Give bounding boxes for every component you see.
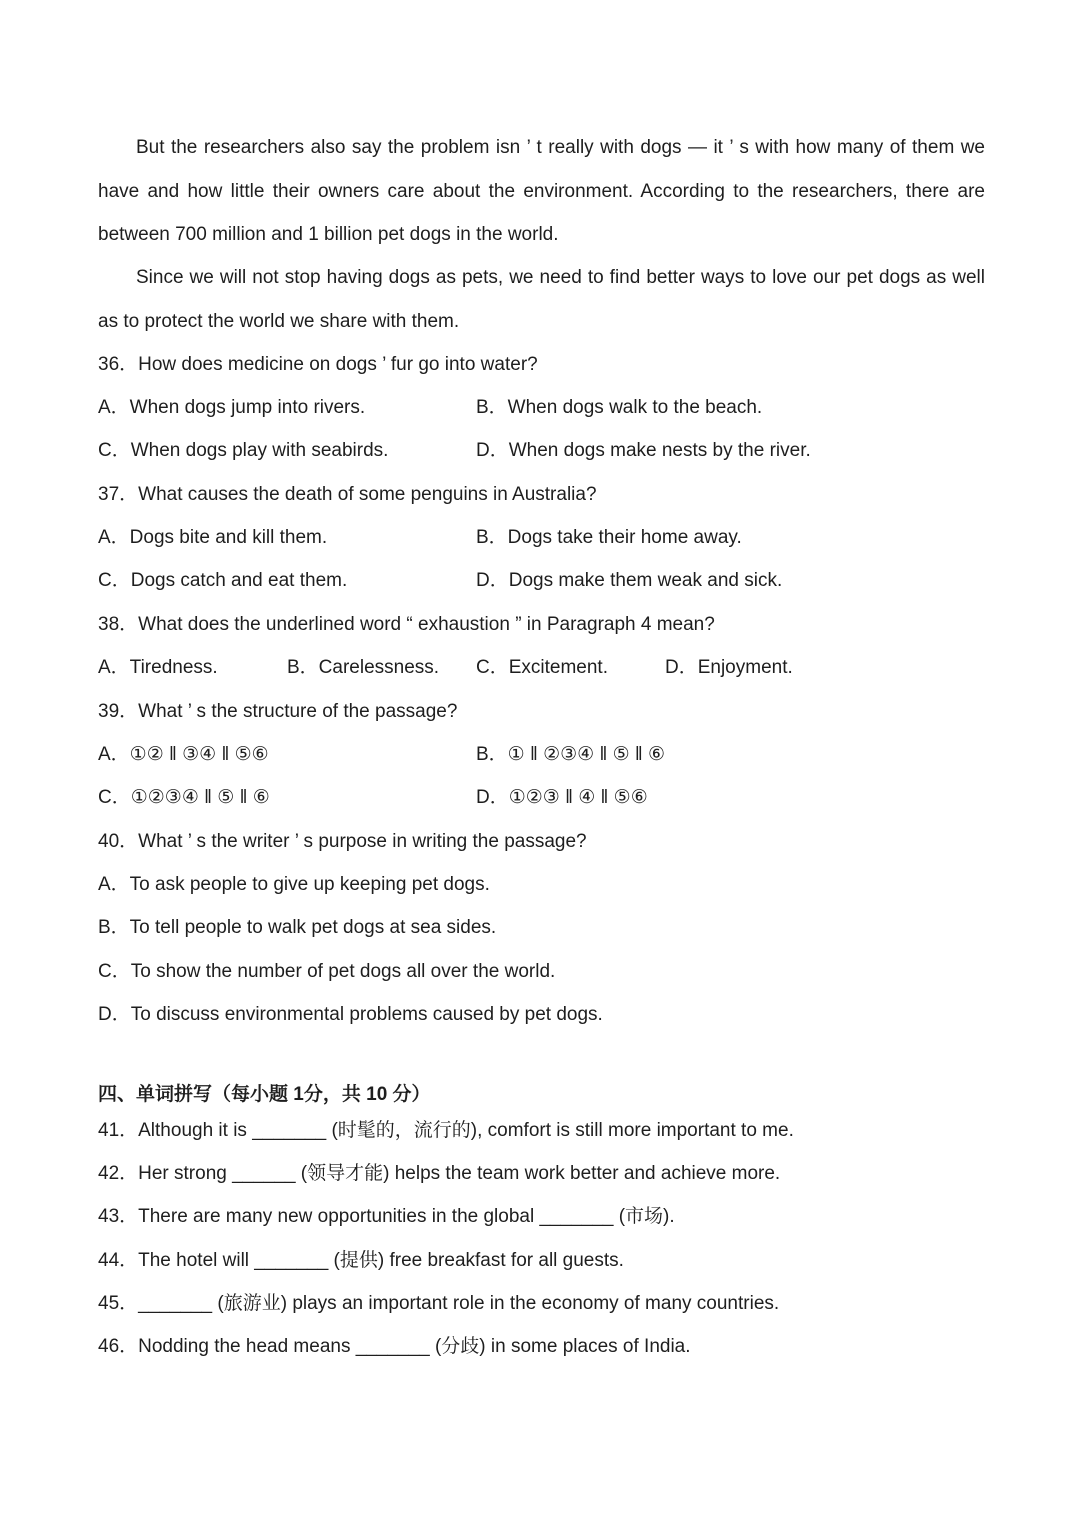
section-4-heading: 四、单词拼写（每小题 1分，共 10 分） xyxy=(98,1084,431,1105)
passage-paragraph-1: But the researchers also say the problem isn ’ t really with dogs — it ’ s with how many of them we have and how little their owners care about the environment. According to the researchers, there are between 700 million and 1 billion pet dogs in the world. xyxy=(98,137,985,245)
question-40-option-a: A．To ask people to give up keeping pet dogs. xyxy=(98,874,490,895)
question-38-option-a: A．Tiredness. xyxy=(98,657,218,678)
question-38-option-c: C．Excitement. xyxy=(476,657,608,678)
question-40-option-d: D．To discuss environmental problems caused by pet dogs. xyxy=(98,1004,603,1025)
spelling-item-46: 46．Nodding the head means _______ (分歧) in some places of India. xyxy=(98,1336,691,1357)
question-37-option-c: C．Dogs catch and eat them. xyxy=(98,570,348,591)
question-36-option-a: A．When dogs jump into rivers. xyxy=(98,397,366,418)
question-37-option-a: A．Dogs bite and kill them. xyxy=(98,527,328,548)
question-40-option-c: C．To show the number of pet dogs all over the world. xyxy=(98,961,556,982)
question-38-option-d: D．Enjoyment. xyxy=(665,657,793,678)
spelling-item-41: 41．Although it is _______ (时髦的，流行的), comfort is still more important to me. xyxy=(98,1120,794,1141)
question-39-option-d: D．①②③ ‖ ④ ‖ ⑤⑥ xyxy=(476,787,648,808)
question-36-option-b: B．When dogs walk to the beach. xyxy=(476,397,763,418)
question-38-option-b: B．Carelessness. xyxy=(287,657,440,678)
spelling-item-45: 45．_______ (旅游业) plays an important role in the economy of many countries. xyxy=(98,1293,780,1314)
passage-paragraph-2: Since we will not stop having dogs as pets, we need to find better ways to love our pet dogs as well as to protect the world we share with them. xyxy=(98,267,985,332)
question-36-stem: 36．How does medicine on dogs ’ fur go into water? xyxy=(98,354,538,375)
question-40-option-b: B．To tell people to walk pet dogs at sea sides. xyxy=(98,917,497,938)
spelling-item-43: 43．There are many new opportunities in the global _______ (市场). xyxy=(98,1206,675,1227)
question-38-stem: 38．What does the underlined word “ exhaustion ” in Paragraph 4 mean? xyxy=(98,614,715,635)
question-39-option-c: C．①②③④ ‖ ⑤ ‖ ⑥ xyxy=(98,787,270,808)
question-36-option-d: D．When dogs make nests by the river. xyxy=(476,440,811,461)
question-40-stem: 40．What ’ s the writer ’ s purpose in writing the passage? xyxy=(98,831,587,852)
spelling-item-42: 42．Her strong ______ (领导才能) helps the team work better and achieve more. xyxy=(98,1163,781,1184)
question-36-option-c: C．When dogs play with seabirds. xyxy=(98,440,389,461)
question-37-option-b: B．Dogs take their home away. xyxy=(476,527,742,548)
question-37-stem: 37．What causes the death of some penguins in Australia? xyxy=(98,484,597,505)
question-39-stem: 39．What ’ s the structure of the passage? xyxy=(98,701,458,722)
question-37-option-d: D．Dogs make them weak and sick. xyxy=(476,570,783,591)
spelling-item-44: 44．The hotel will _______ (提供) free breakfast for all guests. xyxy=(98,1250,624,1271)
question-39-option-b: B．① ‖ ②③④ ‖ ⑤ ‖ ⑥ xyxy=(476,744,666,765)
question-39-option-a: A．①② ‖ ③④ ‖ ⑤⑥ xyxy=(98,744,269,765)
